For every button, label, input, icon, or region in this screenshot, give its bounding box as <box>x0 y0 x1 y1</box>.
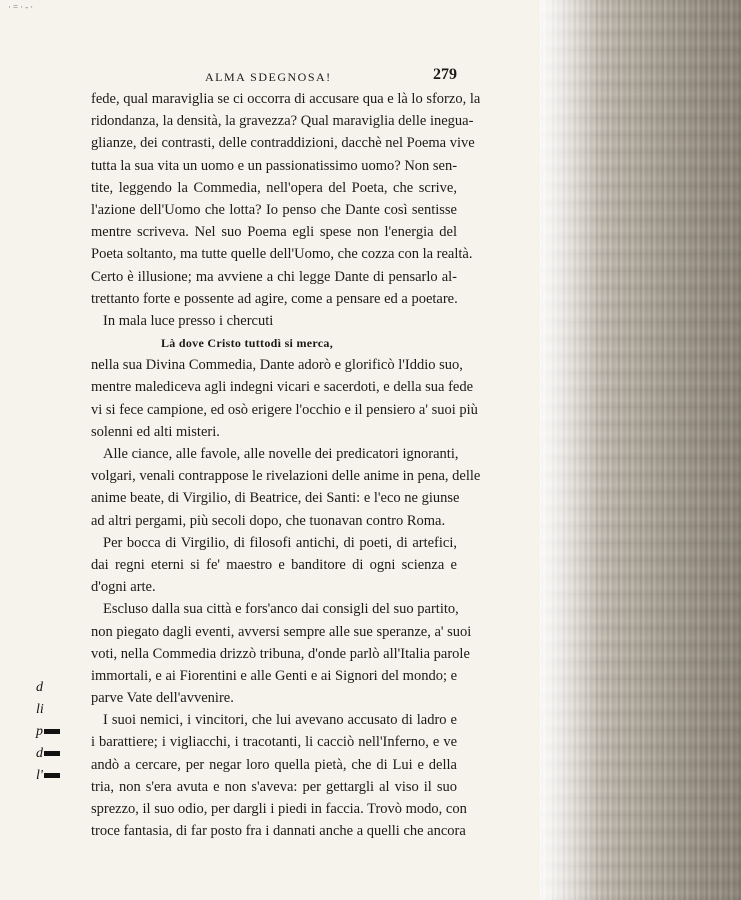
text-line: parve Vate dell'avvenire. <box>91 690 234 707</box>
text-line: Per bocca di Virgilio, di filosofi antichi, di poeti, di artefici, <box>103 534 457 551</box>
text-line: Alle ciance, alle favole, alle novelle dei predicatori ignoranti, <box>103 446 459 462</box>
text-line: l'azione dell'Uomo che lotta? Io penso che Dante così sentisse <box>91 201 457 218</box>
text-line: volgari, venali contrappose le rivelazioni delle anime in pena, delle <box>91 468 481 485</box>
text-line: voti, nella Commedia drizzò tribuna, d'onde parlò all'Italia parole <box>91 645 470 662</box>
text-line: I suoi nemici, i vincitori, che lui avevano accusato di ladro e <box>103 712 457 729</box>
margin-fragment: l' <box>36 768 68 788</box>
text-line: sprezzo, il suo odio, per dargli i piedi in faccia. Trovò modo, con <box>91 801 467 817</box>
page-number: 279 <box>433 66 457 83</box>
text-line: ad altri pergami, più secoli dopo, che tuonavan contro Roma. <box>91 512 446 529</box>
text-line: glianze, dei contrasti, delle contraddizioni, dacchè nel Poema vive <box>91 135 475 152</box>
corner-scan-mark: ·=·-· <box>8 2 36 12</box>
text-line: fede, qual maraviglia se ci occorra di accusare qua e là lo sforzo, la <box>91 91 481 107</box>
text-line: tria, non s'era avuta e non s'aveva: per gettargli al viso il suo <box>91 778 457 795</box>
text-line: immortali, e ai Fiorentini e alle Genti e ai Signori del mondo; e <box>91 667 458 684</box>
text-line: nella sua Divina Commedia, Dante adorò e glorificò l'Iddio suo, <box>91 357 463 374</box>
text-line: In mala luce presso i chercuti <box>103 312 274 329</box>
running-head: ALMA SDEGNOSA! <box>205 70 332 84</box>
text-line: Certo è illusione; ma avviene a chi legge Dante di pensarlo al- <box>91 268 457 285</box>
text-line: tite, leggendo la Commedia, nell'opera del Poeta, che scrive, <box>91 179 457 196</box>
text-line: i barattiere; i vigliacchi, i tracotanti, li cacciò nell'Inferno, e ve <box>91 734 457 751</box>
verse-quote: Là dove Cristo tuttodì si merca, <box>161 336 334 351</box>
text-line: solenni ed alti misteri. <box>91 423 220 440</box>
text-line: andò a cercare, per negar loro quella pietà, che di Lui e della <box>91 756 457 773</box>
text-line: trettanto forte e possente ad agire, come a pensare ed a poetare. <box>91 290 458 307</box>
page-curl-shadow <box>540 0 600 900</box>
ink-smudge <box>44 729 60 734</box>
text-line: Escluso dalla sua città e fors'anco dai consigli del suo partito, <box>103 601 459 618</box>
text-line: anime beate, di Virgilio, di Beatrice, dei Santi: e l'eco ne giunse <box>91 490 460 507</box>
margin-fragment: li <box>36 702 44 717</box>
body-text <box>91 88 481 842</box>
text-line: dai regni eterni si fe' maestro e banditore di ogni scienza e <box>91 556 457 573</box>
text-line: tutta la sua vita un uomo e un passionatissimo uomo? Non sen- <box>91 157 458 174</box>
text-line: Poeta soltanto, ma tutte quelle dell'Uomo, che cozza con la realtà. <box>91 246 473 263</box>
margin-fragment: p <box>36 724 68 744</box>
text-line: mentre scriveva. Nel suo Poema egli spese non l'energia del <box>91 224 457 241</box>
page-header <box>205 66 457 88</box>
text-line: d'ogni arte. <box>91 579 156 596</box>
margin-fragment: d <box>36 746 68 766</box>
text-line: troce fantasia, di far posto fra i dannati anche a quelli che ancora <box>91 823 466 840</box>
text-line: ridondanza, la densità, la gravezza? Qual maraviglia delle inegua- <box>91 113 474 130</box>
text-line: mentre malediceva agli indegni vicari e sacerdoti, e della sua fede <box>91 379 474 396</box>
text-line: non piegato dagli eventi, avversi sempre alle sue speranze, a' suoi <box>91 623 472 640</box>
ink-smudge <box>44 773 60 778</box>
ink-smudge <box>44 751 60 756</box>
margin-fragment: d <box>36 680 43 695</box>
text-line: vi si fece campione, ed osò erigere l'occhio e il pensiero a' suoi più <box>91 401 478 418</box>
